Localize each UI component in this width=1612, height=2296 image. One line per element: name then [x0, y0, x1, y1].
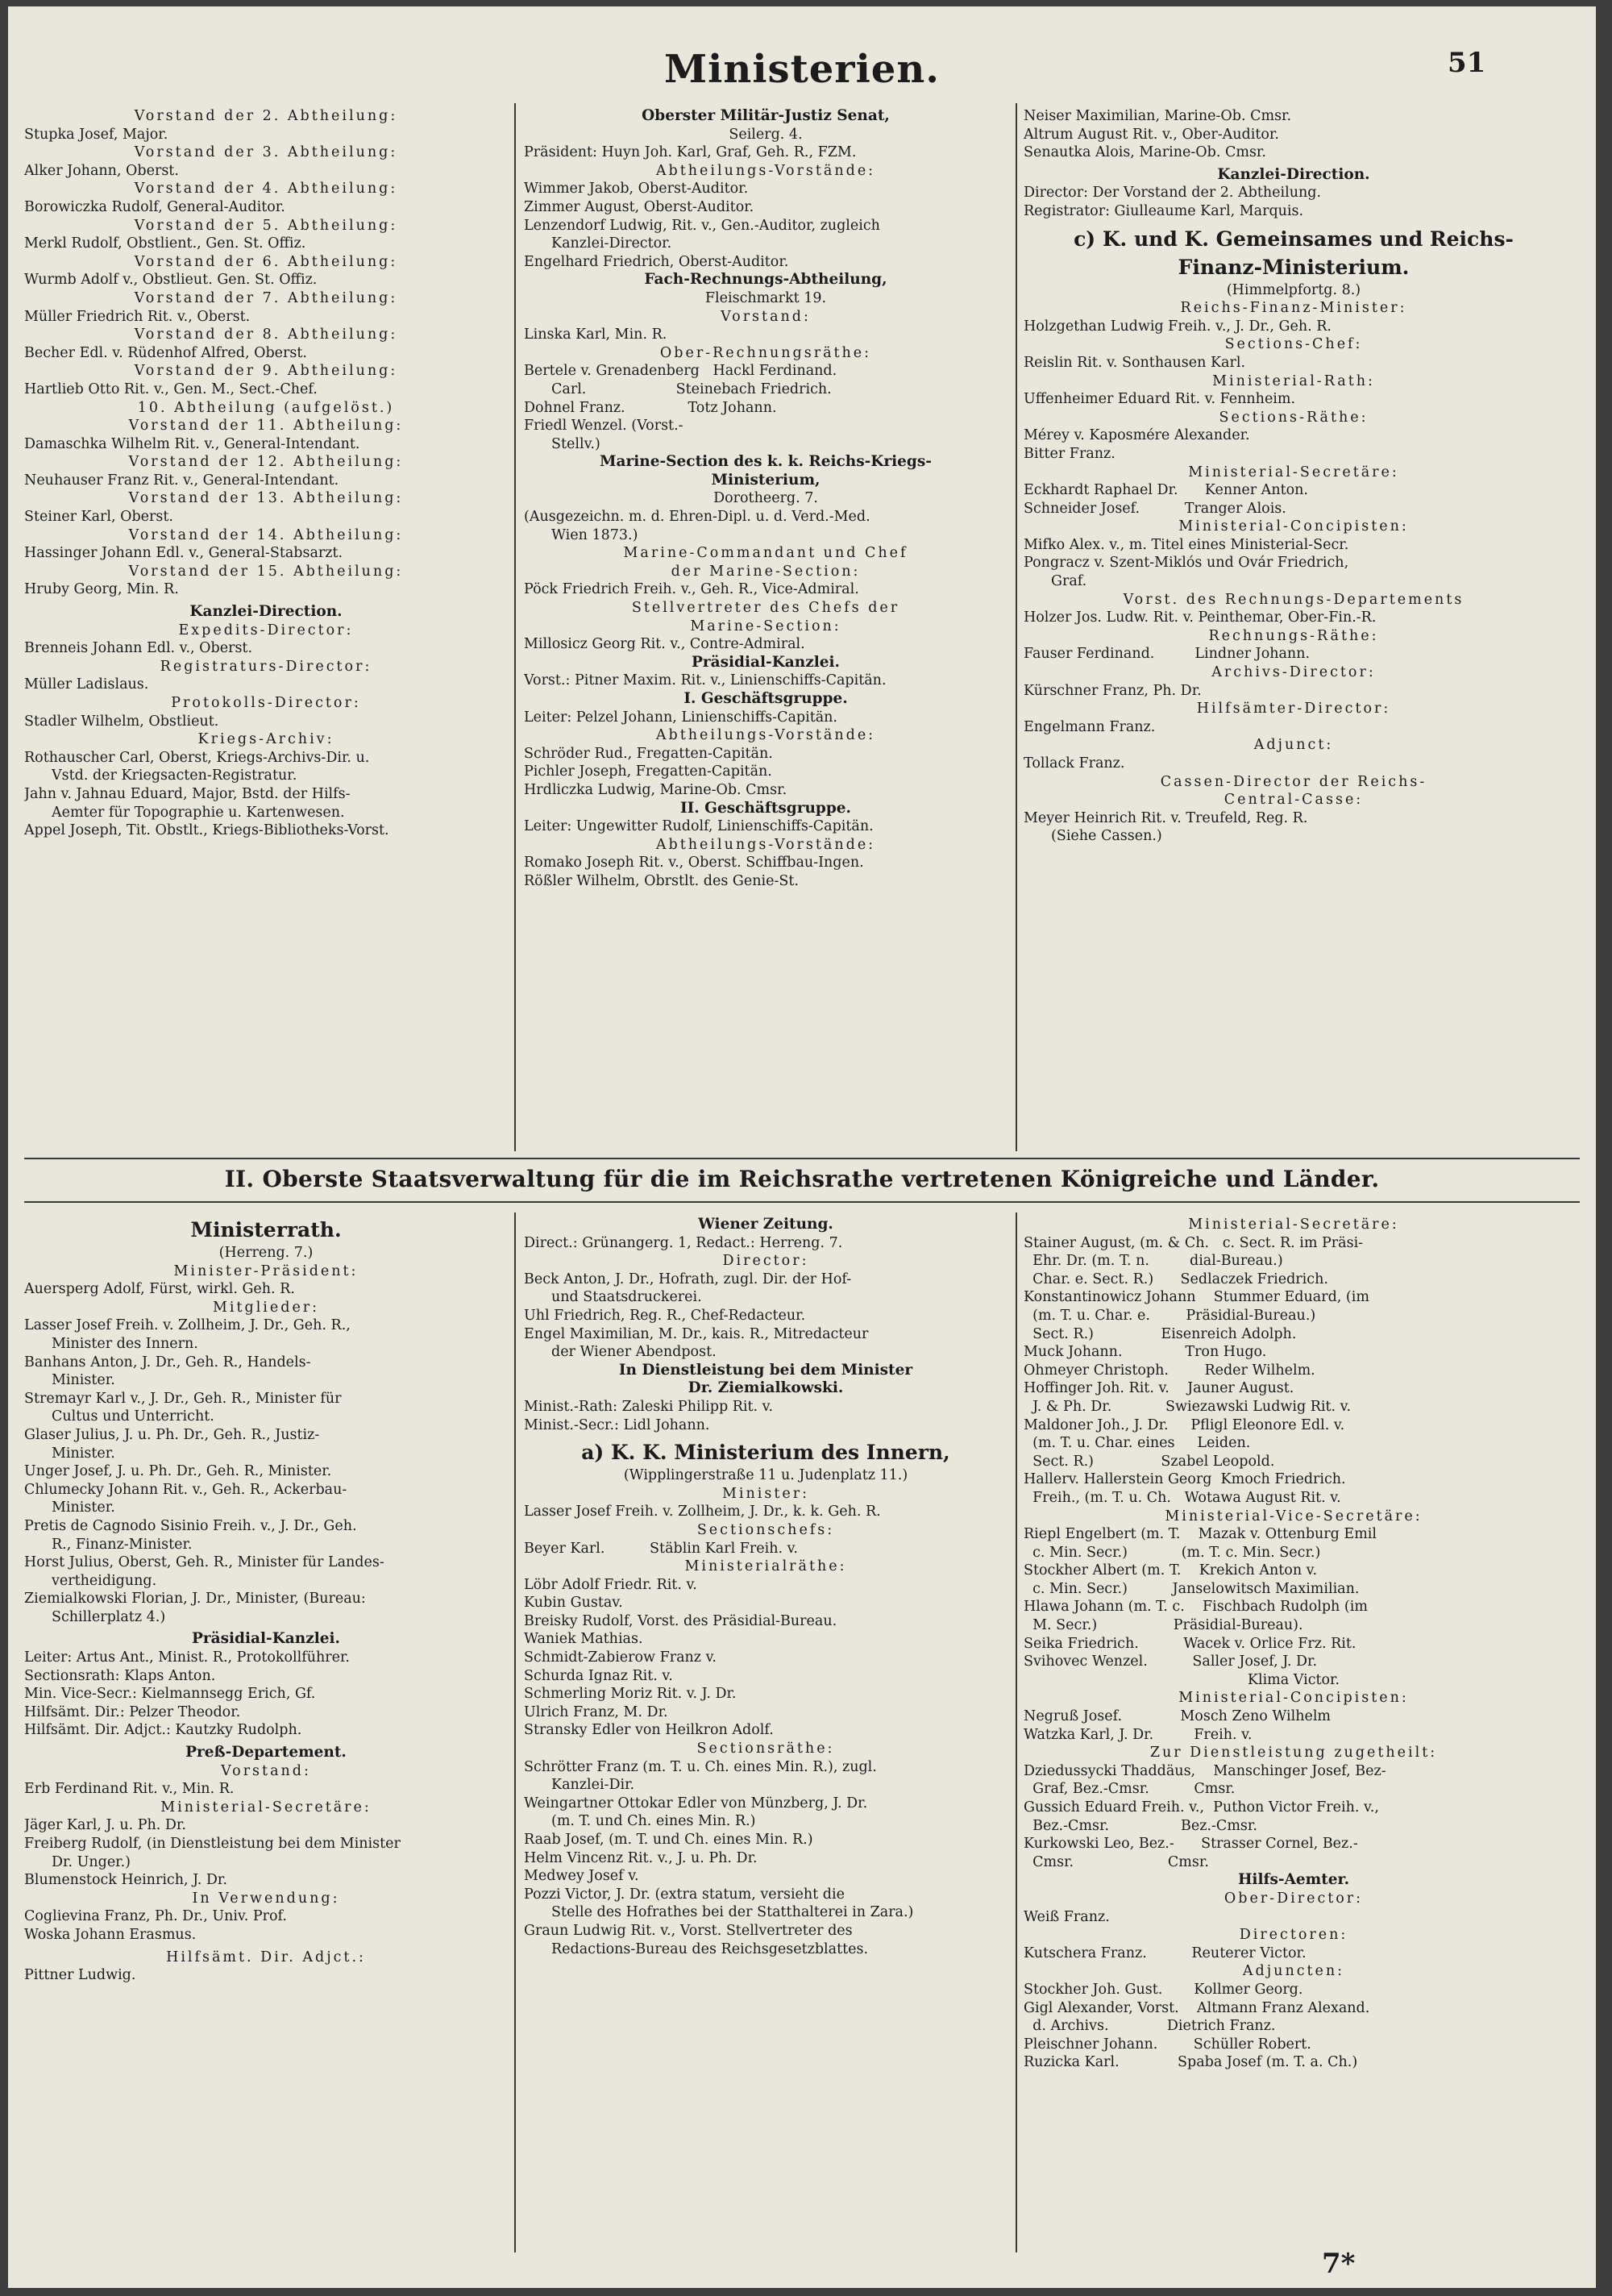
column-rule [1016, 103, 1017, 1151]
entry-line: Redactions-Bureau des Reichsgesetzblattes. [551, 1940, 869, 1957]
entry-line: Director: Der Vorstand der 2. Abtheilung. [1024, 185, 1322, 202]
entry-line: Stelle des Hofrathes bei der Statthalterei in Zara.) [551, 1904, 914, 1921]
section-rule [24, 1201, 1580, 1203]
entry-line: Lasser Josef Freih. v. Zollheim, J. Dr., Geh. R., [24, 1317, 351, 1334]
entry-line: Kanzlei-Director. [551, 235, 672, 252]
entry-line: Stockher Joh. Gust. Kollmer Georg. [1024, 1981, 1303, 1998]
entry-heading: Vorstand der 2. Abtheilung: [134, 108, 398, 124]
entry-line: Chlumecky Johann Rit. v., Geh. R., Ackerbau- [24, 1481, 347, 1498]
entry-line: (m. T. u. Char. eines Leiden. [1024, 1435, 1251, 1452]
entry-heading: Directoren: [1239, 1927, 1348, 1944]
entry-line: Neiser Maximilian, Marine-Ob. Cmsr. [1024, 108, 1292, 124]
entry-heading: Ministerial-Vice-Secretäre: [1165, 1508, 1423, 1524]
entry-line: Fleischmarkt 19. [704, 289, 827, 306]
entry-line: Stainer August, (m. & Ch. c. Sect. R. im Präsi- [1024, 1234, 1364, 1251]
entry-heading: Ministerial-Secretäre: [1188, 464, 1399, 480]
section-heading: In Dienstleistung bei dem Minister [618, 1361, 913, 1379]
entry-line: Medwey Josef v. [524, 1868, 639, 1885]
entry-line: Unger Josef, J. u. Ph. Dr., Geh. R., Minister. [24, 1463, 332, 1480]
entry-line: Reislin Rit. v. Sonthausen Karl. [1024, 354, 1246, 371]
entry-line: Ehr. Dr. (m. T. n. dial-Bureau.) [1024, 1253, 1283, 1270]
entry-line: Friedl Wenzel. (Vorst.- [524, 418, 683, 435]
entry-line: Hilfsämt. Dir.: Pelzer Theodor. [24, 1703, 241, 1720]
entry-line: Ohmeyer Christoph. Reder Wilhelm. [1024, 1362, 1315, 1379]
entry-line: (Wipplingerstraße 11 u. Judenplatz 11.) [623, 1467, 908, 1484]
entry-line: (Siehe Cassen.) [1051, 828, 1162, 845]
entry-line: Holzgethan Ludwig Freih. v., J. Dr., Geh. R. [1024, 318, 1332, 335]
entry-line: Stellv.) [551, 435, 600, 452]
entry-line: Direct.: Grünangerg. 1, Redact.: Herreng. 7. [524, 1234, 843, 1251]
entry-line: Minister. [52, 1372, 115, 1389]
entry-heading: Cassen-Director der Reichs- [1160, 773, 1427, 790]
entry-line: Pozzi Victor, J. Dr. (extra statum, versieht die [524, 1886, 845, 1903]
entry-line: Minist.-Rath: Zaleski Philipp Rit. v. [524, 1398, 774, 1415]
entry-line: Blumenstock Heinrich, J. Dr. [24, 1872, 227, 1889]
section-heading: Ministerrath. [190, 1218, 342, 1242]
entry-line: Stadler Wilhelm, Obstlieut. [24, 713, 219, 730]
entry-line: Svihovec Wenzel. Saller Josef, J. Dr. [1024, 1653, 1318, 1670]
entry-line: Beck Anton, J. Dr., Hofrath, zugl. Dir. der Hof- [524, 1271, 852, 1287]
entry-line: Sect. R.) Szabel Leopold. [1024, 1453, 1275, 1470]
entry-heading: Mitglieder: [212, 1299, 320, 1316]
entry-heading: Stellvertreter des Chefs der [631, 600, 900, 617]
entry-line: Seilerg. 4. [729, 126, 803, 143]
entry-line: Kanzlei-Dir. [551, 1777, 635, 1794]
entry-heading: Abtheilungs-Vorstände: [655, 727, 876, 744]
entry-line: Schröder Rud., Fregatten-Capitän. [524, 745, 773, 762]
column-rule [514, 1212, 516, 2252]
entry-line: Helm Vincenz Rit. v., J. u. Ph. Dr. [524, 1849, 758, 1866]
entry-line: Stremayr Karl v., J. Dr., Geh. R., Minister für [24, 1390, 342, 1407]
entry-line: Horst Julius, Oberst, Geh. R., Minister für Landes- [24, 1554, 384, 1571]
entry-line: Ziemialkowski Florian, J. Dr., Minister, (Bureau: [24, 1591, 366, 1608]
entry-heading: Vorstand der 11. Abtheilung: [128, 418, 404, 435]
entry-line: Zimmer August, Oberst-Auditor. [524, 198, 754, 215]
bottom-right-column [1024, 1216, 1564, 2256]
entry-line: Löbr Adolf Friedr. Rit. v. [524, 1576, 697, 1593]
entry-line: Leiter: Pelzel Johann, Linienschiffs-Capitän. [524, 709, 837, 726]
entry-line: Wien 1873.) [551, 526, 638, 543]
entry-heading: Vorstand der 5. Abtheilung: [134, 217, 398, 234]
entry-line: Pretis de Cagnodo Sisinio Freih. v., J. Dr., Geh. [24, 1517, 357, 1534]
entry-line: Rößler Wilhelm, Obrstlt. des Genie-St. [524, 872, 799, 889]
bottom-middle-column [524, 1216, 1008, 2256]
entry-heading: Marine-Section: [690, 618, 841, 634]
entry-line: Steiner Karl, Oberst. [24, 509, 173, 526]
entry-line: Müller Ladislaus. [24, 676, 149, 693]
entry-line: Hruby Georg, Min. R. [24, 581, 179, 598]
entry-heading: Sections-Chef: [1224, 336, 1363, 353]
entry-line: Engel Maximilian, M. Dr., kais. R., Mitredacteur [524, 1325, 869, 1342]
entry-line: Uhl Friedrich, Reg. R., Chef-Redacteur. [524, 1307, 806, 1324]
entry-line: Freih., (m. T. u. Ch. Wotawa August Rit. v. [1024, 1489, 1341, 1506]
entry-heading: Hilfsämter-Director: [1196, 701, 1391, 718]
section-heading: Oberster Militär-Justiz Senat, [642, 107, 890, 124]
entry-line: Auersperg Adolf, Fürst, wirkl. Geh. R. [24, 1281, 295, 1298]
entry-line: Cultus und Unterricht. [52, 1408, 214, 1425]
entry-line: Engelhard Friedrich, Oberst-Auditor. [524, 253, 789, 270]
entry-line: Hrdliczka Ludwig, Marine-Ob. Cmsr. [524, 781, 787, 798]
entry-line: Stupka Josef, Major. [24, 126, 168, 143]
entry-line: Holzer Jos. Ludw. Rit. v. Peinthemar, Ober-Fin.-R. [1024, 609, 1377, 626]
entry-line: Hallerv. Hallerstein Georg Kmoch Friedrich. [1024, 1471, 1346, 1488]
entry-line: Freiberg Rudolf, (in Dienstleistung bei dem Minister [24, 1836, 401, 1852]
entry-line: Linska Karl, Min. R. [524, 327, 667, 343]
entry-line: Pleischner Johann. Schüller Robert. [1024, 2036, 1311, 2053]
top-left-column [24, 107, 508, 1163]
entry-heading: Minister-Präsident: [173, 1262, 359, 1279]
entry-line: Banhans Anton, J. Dr., Geh. R., Handels- [24, 1354, 311, 1371]
section-heading: Marine-Section des k. k. Reichs-Kriegs- [600, 453, 932, 471]
column-rule [1016, 1212, 1017, 2252]
entry-line: Mérey v. Kaposmére Alexander. [1024, 427, 1250, 444]
entry-heading: Ministerial-Rath: [1212, 372, 1375, 389]
section-heading: Finanz-Ministerium. [1178, 255, 1410, 279]
entry-line: Leiter: Artus Ant., Minist. R., Protokollführer. [24, 1649, 350, 1666]
entry-heading: Vorstand der 14. Abtheilung: [128, 526, 404, 543]
entry-line: Bertele v. Grenadenberg Hackl Ferdinand. [524, 363, 837, 380]
entry-line: c. Min. Secr.) (m. T. c. Min. Secr.) [1024, 1544, 1321, 1561]
entry-line: Jäger Karl, J. u. Ph. Dr. [24, 1817, 186, 1834]
entry-line: Hartlieb Otto Rit. v., Gen. M., Sect.-Chef. [24, 381, 318, 397]
entry-line: Kutschera Franz. Reuterer Victor. [1024, 1945, 1307, 1961]
top-right-column [1024, 107, 1564, 1163]
entry-heading: der Marine-Section: [671, 563, 861, 580]
entry-line: Jahn v. Jahnau Eduard, Major, Bstd. der Hilfs- [24, 785, 351, 802]
entry-line: Hoffinger Joh. Rit. v. Jauner August. [1024, 1380, 1294, 1397]
entry-line: Dr. Unger.) [52, 1853, 131, 1870]
entry-line: Woska Johann Erasmus. [24, 1926, 197, 1943]
entry-heading: Ministerial-Concipisten: [1178, 1690, 1409, 1707]
entry-line: Ruzicka Karl. Spaba Josef (m. T. a. Ch.) [1024, 2054, 1358, 2071]
entry-line: Müller Friedrich Rit. v., Oberst. [24, 308, 251, 325]
entry-line: vertheidigung. [52, 1572, 157, 1589]
section-heading: Fach-Rechnungs-Abtheilung, [644, 271, 887, 289]
entry-line: Senautka Alois, Marine-Ob. Cmsr. [1024, 144, 1266, 161]
entry-line: Riepl Engelbert (m. T. Mazak v. Ottenburg Emil [1024, 1526, 1377, 1543]
entry-line: Carl. Steinebach Friedrich. [551, 381, 832, 397]
entry-line: Stockher Albert (m. T. Krekich Anton v. [1024, 1562, 1318, 1579]
entry-line: Hassinger Johann Edl. v., General-Stabsarzt. [24, 545, 343, 562]
entry-line: Breisky Rudolf, Vorst. des Präsidial-Bureau. [524, 1612, 837, 1629]
entry-line: (m. T. u. Char. e. Präsidial-Bureau.) [1024, 1307, 1316, 1324]
entry-heading: Ministerial-Secretäre: [160, 1799, 372, 1816]
entry-line: Schrötter Franz (m. T. u. Ch. eines Min. R.), zugl. [524, 1758, 877, 1775]
entry-line: Weingartner Ottokar Edler von Münzberg, J. Dr. [524, 1795, 868, 1811]
entry-heading: Sectionschefs: [696, 1521, 835, 1538]
entry-heading: Vorstand der 4. Abtheilung: [134, 181, 398, 198]
entry-line: der Wiener Abendpost. [551, 1344, 717, 1361]
entry-line: Meyer Heinrich Rit. v. Treufeld, Reg. R. [1024, 809, 1308, 826]
entry-line: Schmidt-Zabierow Franz v. [524, 1649, 717, 1666]
entry-line: Eckhardt Raphael Dr. Kenner Anton. [1024, 482, 1308, 499]
section-heading: Präsidial-Kanzlei. [691, 653, 841, 671]
entry-heading: Vorstand der 9. Abtheilung: [134, 363, 398, 380]
entry-heading: Vorstand der 8. Abtheilung: [134, 327, 398, 343]
entry-line: Pichler Joseph, Fregatten-Capitän. [524, 763, 772, 780]
section-rule [24, 1158, 1580, 1159]
top-middle-column [524, 107, 1008, 1163]
section-heading: Hilfs-Aemter. [1237, 1871, 1350, 1889]
entry-heading: Director: [722, 1253, 809, 1270]
entry-heading: Sections-Räthe: [1219, 409, 1369, 426]
entry-heading: Zur Dienstleistung zugetheilt: [1149, 1745, 1438, 1762]
entry-line: Graun Ludwig Rit. v., Vorst. Stellvertreter des [524, 1922, 853, 1939]
entry-heading: Vorstand der 7. Abtheilung: [134, 289, 398, 306]
entry-line: Kürschner Franz, Ph. Dr. [1024, 682, 1202, 699]
entry-line: Beyer Karl. Stäblin Karl Freih. v. [524, 1540, 798, 1557]
entry-heading: Vorstand: [721, 308, 811, 325]
entry-heading: 10. Abtheilung (aufgelöst.) [137, 399, 395, 416]
entry-line: Präsident: Huyn Joh. Karl, Graf, Geh. R., FZM. [524, 144, 857, 161]
section-heading: c) K. und K. Gemeinsames und Reichs- [1074, 227, 1514, 251]
entry-line: Registrator: Giulleaume Karl, Marquis. [1024, 202, 1304, 219]
entry-heading: Vorstand: [221, 1762, 311, 1779]
entry-heading: Sectionsräthe: [696, 1741, 835, 1757]
entry-line: Cmsr. Cmsr. [1024, 1853, 1209, 1870]
entry-line: Altrum August Rit. v., Ober-Auditor. [1024, 126, 1279, 143]
entry-line: (Himmelpfortg. 8.) [1226, 281, 1361, 298]
entry-line: Becher Edl. v. Rüdenhof Alfred, Oberst. [24, 344, 307, 361]
entry-line: Rothauscher Carl, Oberst, Kriegs-Archivs-Dir. u. [24, 749, 370, 766]
entry-line: Vstd. der Kriegsacten-Registratur. [52, 767, 297, 784]
entry-line: (Ausgezeichn. m. d. Ehren-Dipl. u. d. Verd.-Med. [524, 509, 870, 526]
entry-line: Schneider Josef. Tranger Alois. [1024, 500, 1286, 517]
entry-heading: Hilfsämt. Dir. Adjct.: [166, 1949, 366, 1965]
entry-line: Ulrich Franz, M. Dr. [524, 1703, 668, 1720]
section-title: II. Oberste Staatsverwaltung für die im Reichsrathe vertretenen Königreiche und Länder. [224, 1166, 1380, 1192]
entry-line: Schillerplatz 4.) [52, 1608, 166, 1625]
entry-line: Bitter Franz. [1024, 445, 1116, 462]
entry-heading: Adjuncten: [1242, 1963, 1345, 1980]
entry-heading: Archivs-Director: [1211, 664, 1376, 681]
entry-heading: Vorst. des Rechnungs-Departements [1123, 591, 1465, 608]
section-heading: Kanzlei-Direction. [1217, 165, 1370, 183]
entry-line: Lenzendorf Ludwig, Rit. v., Gen.-Auditor, zugleich [524, 217, 880, 234]
entry-line: Damaschka Wilhelm Rit. v., General-Intendant. [24, 435, 360, 452]
entry-line: Min. Vice-Secr.: Kielmannsegg Erich, Gf. [24, 1686, 316, 1703]
entry-line: Stransky Edler von Heilkron Adolf. [524, 1722, 774, 1739]
entry-line: Sectionsrath: Klaps Anton. [24, 1667, 216, 1684]
entry-line: Raab Josef, (m. T. und Ch. eines Min. R.) [524, 1832, 813, 1848]
entry-line: R., Finanz-Minister. [52, 1536, 193, 1553]
entry-line: Mifko Alex. v., m. Titel eines Ministerial-Secr. [1024, 536, 1349, 553]
entry-heading: Registraturs-Director: [160, 658, 372, 675]
entry-line: Merkl Rudolf, Obstlient., Gen. St. Offiz. [24, 235, 306, 252]
entry-line: Engelmann Franz. [1024, 718, 1156, 735]
entry-heading: Expedits-Director: [178, 622, 354, 638]
entry-line: Klima Victor. [1247, 1671, 1340, 1688]
entry-heading: Marine-Commandant und Chef [623, 545, 908, 562]
entry-line: Neuhauser Franz Rit. v., General-Intendant. [24, 472, 339, 489]
section-heading: Wiener Zeitung. [698, 1216, 833, 1233]
entry-line: Minist.-Secr.: Lidl Johann. [524, 1416, 710, 1433]
entry-line: Graf. [1051, 573, 1087, 590]
entry-heading: Adjunct: [1253, 737, 1334, 754]
entry-line: Char. e. Sect. R.) Sedlaczek Friedrich. [1024, 1271, 1328, 1287]
entry-heading: Ministerial-Concipisten: [1178, 518, 1409, 535]
entry-heading: Vorstand der 15. Abtheilung: [128, 563, 404, 580]
entry-line: Lasser Josef Freih. v. Zollheim, J. Dr., k. k. Geh. R. [524, 1504, 881, 1520]
entry-line: Schurda Ignaz Rit. v. [524, 1667, 673, 1684]
entry-line: Konstantinowicz Johann Stummer Eduard, (im [1024, 1289, 1369, 1306]
entry-line: Graf, Bez.-Cmsr. Cmsr. [1024, 1781, 1236, 1798]
entry-line: Pöck Friedrich Freih. v., Geh. R., Vice-Admiral. [524, 581, 859, 598]
entry-line: Glaser Julius, J. u. Ph. Dr., Geh. R., Justiz- [24, 1426, 320, 1443]
entry-line: (Herreng. 7.) [218, 1245, 314, 1261]
entry-heading: Vorstand der 12. Abtheilung: [128, 454, 404, 471]
entry-line: d. Archivs. Dietrich Franz. [1024, 2018, 1276, 2035]
entry-line: Fauser Ferdinand. Lindner Johann. [1024, 646, 1311, 663]
entry-line: Sect. R.) Eisenreich Adolph. [1024, 1325, 1297, 1342]
entry-line: Bez.-Cmsr. Bez.-Cmsr. [1024, 1817, 1257, 1834]
entry-line: Minister. [52, 1499, 115, 1516]
signature-mark: 7* [1322, 2248, 1356, 2280]
section-heading: a) K. K. Ministerium des Innern, [581, 1441, 950, 1465]
entry-heading: Reichs-Finanz-Minister: [1180, 300, 1407, 317]
entry-line: Erb Ferdinand Rit. v., Min. R. [24, 1781, 235, 1798]
entry-line: (m. T. und Ch. eines Min. R.) [551, 1813, 756, 1830]
entry-line: Hilfsämt. Dir. Adjct.: Kautzky Rudolph. [24, 1722, 302, 1739]
section-heading: Preß-Departement. [185, 1744, 347, 1762]
section-heading: II. Geschäftsgruppe. [679, 799, 851, 817]
entry-line: Negruß Josef. Mosch Zeno Wilhelm [1024, 1708, 1332, 1725]
entry-line: Appel Joseph, Tit. Obstlt., Kriegs-Bibliotheks-Vorst. [24, 822, 389, 839]
entry-line: Romako Joseph Rit. v., Oberst. Schiffbau-Ingen. [524, 855, 864, 871]
entry-line: Gigl Alexander, Vorst. Altmann Franz Alexand. [1024, 1999, 1370, 2016]
entry-line: und Staatsdruckerei. [551, 1289, 702, 1306]
column-rule [514, 103, 516, 1151]
section-heading: I. Geschäftsgruppe. [683, 690, 848, 707]
section-heading: Ministerium, [711, 471, 821, 489]
entry-heading: Vorstand der 6. Abtheilung: [134, 253, 398, 270]
entry-line: Millosicz Georg Rit. v., Contre-Admiral. [524, 636, 805, 653]
entry-heading: Ministerialräthe: [684, 1558, 847, 1575]
document-page [8, 6, 1596, 2288]
entry-line: Vorst.: Pitner Maxim. Rit. v., Linienschiffs-Capitän. [524, 672, 887, 689]
entry-line: Dziedussycki Thaddäus, Manschinger Josef, Bez- [1024, 1762, 1386, 1779]
entry-line: Wurmb Adolf v., Obstlieut. Gen. St. Offiz. [24, 272, 318, 289]
entry-line: Maldoner Joh., J. Dr. Pfligl Eleonore Edl. v. [1024, 1416, 1345, 1433]
entry-line: Wimmer Jakob, Oberst-Auditor. [524, 181, 749, 198]
entry-line: Uffenheimer Eduard Rit. v. Fennheim. [1024, 391, 1296, 408]
entry-heading: Ober-Rechnungsräthe: [659, 344, 872, 361]
entry-heading: In Verwendung: [192, 1890, 340, 1907]
entry-line: Waniek Mathias. [524, 1631, 643, 1648]
entry-line: M. Secr.) Präsidial-Bureau). [1024, 1617, 1303, 1634]
entry-line: Tollack Franz. [1024, 755, 1125, 772]
entry-heading: Rechnungs-Räthe: [1208, 627, 1379, 644]
entry-line: c. Min. Secr.) Janselowitsch Maximilian. [1024, 1580, 1360, 1597]
entry-line: Muck Johann. Tron Hugo. [1024, 1344, 1267, 1361]
entry-line: Minister. [52, 1445, 115, 1462]
entry-line: Coglievina Franz, Ph. Dr., Univ. Prof. [24, 1908, 287, 1925]
entry-line: Kurkowski Leo, Bez.- Strasser Cornel, Bez.- [1024, 1836, 1358, 1853]
entry-heading: Abtheilungs-Vorstände: [655, 162, 876, 179]
entry-line: Alker Johann, Oberst. [24, 162, 179, 179]
page-number: 51 [1448, 47, 1486, 79]
entry-heading: Ministerial-Secretäre: [1188, 1217, 1399, 1233]
entry-heading: Vorstand der 3. Abtheilung: [134, 144, 398, 161]
entry-line: Weiß Franz. [1024, 1908, 1110, 1925]
section-heading: Kanzlei-Direction. [189, 603, 343, 621]
entry-line: Dohnel Franz. Totz Johann. [524, 399, 777, 416]
entry-line: Brenneis Johann Edl. v., Oberst. [24, 640, 253, 657]
section-heading: Dr. Ziemialkowski. [688, 1379, 844, 1397]
entry-heading: Abtheilungs-Vorstände: [655, 836, 876, 853]
entry-heading: Ober-Director: [1224, 1890, 1364, 1907]
entry-heading: Protokolls-Director: [171, 695, 361, 711]
page-title: Ministerien. [664, 47, 940, 92]
entry-line: Aemter für Topographie u. Kartenwesen. [52, 804, 345, 821]
entry-line: Pittner Ludwig. [24, 1967, 136, 1984]
entry-line: Hlawa Johann (m. T. c. Fischbach Rudolph (im [1024, 1599, 1368, 1616]
entry-heading: Kriegs-Archiv: [197, 731, 334, 748]
entry-line: Dorotheerg. 7. [713, 490, 818, 507]
entry-line: J. & Ph. Dr. Swiezawski Ludwig Rit. v. [1024, 1398, 1352, 1415]
entry-heading: Minister: [721, 1485, 809, 1502]
entry-line: Borowiczka Rudolf, General-Auditor. [24, 198, 285, 215]
entry-heading: Central-Casse: [1224, 792, 1364, 809]
entry-line: Gussich Eduard Freih. v., Puthon Victor Freih. v., [1024, 1799, 1379, 1816]
entry-heading: Vorstand der 13. Abtheilung: [128, 490, 404, 507]
entry-line: Leiter: Ungewitter Rudolf, Linienschiffs-Capitän. [524, 818, 874, 835]
entry-line: Kubin Gustav. [524, 1595, 623, 1612]
entry-line: Watzka Karl, J. Dr. Freih. v. [1024, 1726, 1253, 1743]
entry-line: Schmerling Moriz Rit. v. J. Dr. [524, 1686, 737, 1703]
entry-line: Minister des Innern. [52, 1335, 198, 1352]
bottom-left-column [24, 1216, 508, 2256]
entry-line: Pongracz v. Szent-Miklós und Ovár Friedrich, [1024, 555, 1349, 572]
entry-line: Seika Friedrich. Wacek v. Orlice Frz. Rit. [1024, 1635, 1356, 1652]
section-heading: Präsidial-Kanzlei. [191, 1630, 341, 1648]
